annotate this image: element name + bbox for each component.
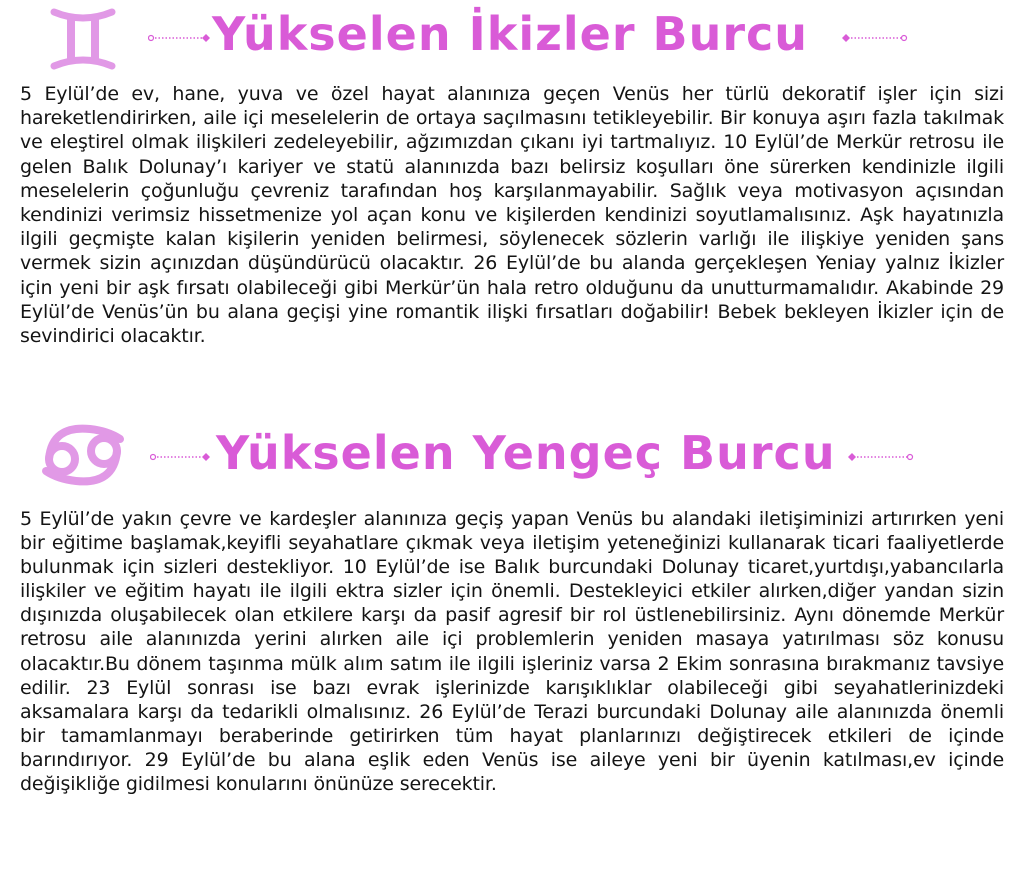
dotted-divider-icon [842,30,908,46]
section-title: Yükselen İkizler Burcu [212,7,809,61]
dotted-divider-icon [848,449,914,465]
gemini-symbol-icon [48,4,118,74]
section-paragraph: 5 Eylül’de yakın çevre ve kardeşler alanınıza geçiş yapan Venüs bu alandaki iletişiminizi artırırken yeni bir eğitime başlamak,keyifli seyahatlare çıkmak veya iletişim yeteneğinizi kullanarak ticari faaliyetlerde bulunmak için sizleri destekliyor. 10 Eylül’de ise Balık burcundaki Dolunay ticaret,yurtdışı,yabancılarla ilişkiler ve eğitim hayatı ile ilgili ektra sizler için önemli. Destekleyici etkiler alırken,diğer yandan sizin dışınızda oluşabilecek olan etkilere karşı da pasif agresif bir rol üstlenebilirsiniz. Aynı dönemde Merkür retrosu aile alanınızda yerini alırken aile içi problemlerin yeniden masaya yatırılması söz konusu olacaktır.Bu dönem taşınma mülk alım satım ile ilgili işleriniz varsa 2 Ekim sonrasına bırakmanız tavsiye edilir. 23 Eylül sonrası ise bazı evrak işlerinizde karışıklıklar olabileceği gibi seyahatlerinizdeki aksamalara karşı da tedarikli olmalısınız. 26 Eylül’de Terazi burcundaki Dolunay aile alanınızda önemli bir tamamlanmayı beraberinde getirirken tüm hayat planlarınızı değiştirecek etkileri de içinde barındırıyor. 29 Eylül’de bu alana eşlik eden Venüs ise aileye yeni bir üyenin katılması,ev içinde değişikliğe gidilmesi konularını önünüze serecektir. [20,508,1004,796]
section-header [0,415,1024,493]
dotted-divider-icon [150,449,210,465]
cancer-symbol-icon [38,419,128,491]
section-title: Yükselen Yengeç Burcu [216,426,836,480]
section-header [0,0,1024,78]
section-cancer [0,415,1024,796]
section-gemini [0,0,1024,348]
dotted-divider-icon [148,30,210,46]
section-paragraph: 5 Eylül’de ev, hane, yuva ve özel hayat alanınıza geçen Venüs her türlü dekoratif işler için sizi hareketlendirirken, aile içi meselelerin de ortaya saçılmasını tetikleyebilir. Bir konuya aşırı fazla takılmak ve eleştirel olmak ilişkileri zedeleyebilir, ağzımızdan çıkanı iyi tartmalıyız. 10 Eylül’de Merkür retrosu ile gelen Balık Dolunay’ı kariyer ve statü alanınızda bazı belirsiz koşulları öne sürerken kendinizle ilgili meselelerin çoğunluğu çevreniz tarafından hoş karşılanmayabilir. Sağlık veya motivasyon açısından kendinizi verimsiz hissetmenize yol açan konu ve kişilerden kendinizi soyutlamalısınız. Aşk hayatınızla ilgili geçmişte kalan kişilerin yeniden belirmesi, söylenecek sözlerin varlığı ile ilişkiye yeniden şans vermek sizin açınızdan düşündürücü olacaktır. 26 Eylül’de bu alanda gerçekleşen Yeniay yalnız İkizler için yeni bir aşk fırsatı olabileceği gibi Merkür’ün hala retro olduğunu da unutturmamalıdır. Akabinde 29 Eylül’de Venüs’ün bu alana geçişi yine romantik ilişki fırsatları doğabilir! Bebek bekleyen İkizler için de sevindirici olacaktır. [20,83,1004,348]
